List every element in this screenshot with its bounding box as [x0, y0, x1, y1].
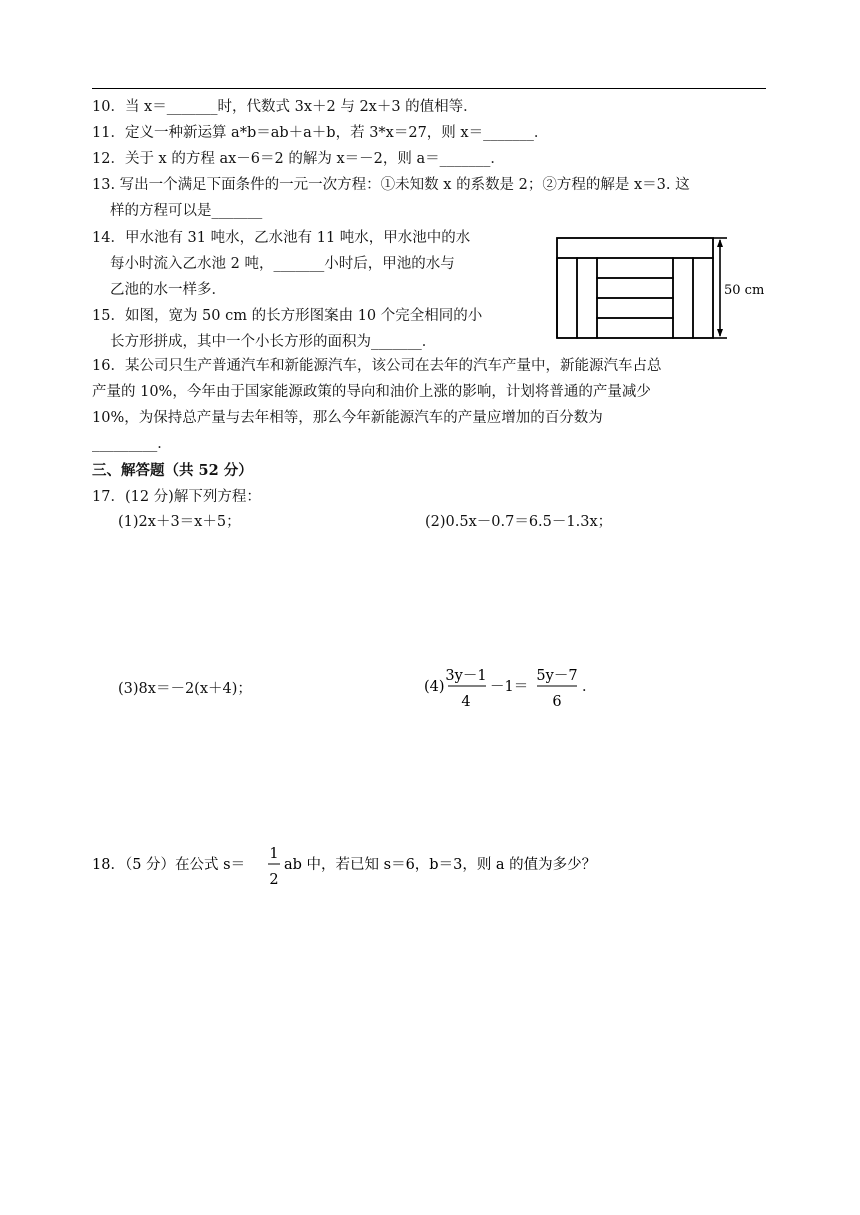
rectangle-pattern-figure [555, 236, 767, 344]
fraction2-denominator: 6 [552, 694, 562, 710]
question-17-part2: (2)0.5x－0.7＝6.5－1.3x； [425, 514, 613, 530]
question-17-part4 [420, 660, 620, 712]
small-rect-middle-2 [597, 278, 673, 298]
question-12: 12．关于 x 的方程 ax－6＝2 的解为 x＝－2，则 a＝_______． [92, 151, 505, 167]
part4-prefix: (4) [424, 679, 445, 695]
small-rect-right-2 [693, 258, 713, 338]
question-14-line2: 每小时流入乙水池 2 吨，_______小时后，甲池的水与 [110, 256, 455, 272]
section-3-heading: 三、解答题（共 52 分） [92, 462, 253, 479]
question-16-line2: 产量的 10%，今年由于国家能源政策的导向和油价上涨的影响，计划将普通的产量减少 [92, 384, 651, 400]
outer-rectangle [557, 238, 713, 338]
question-16-line4: _________． [92, 436, 172, 452]
question-15-line1: 15．如图，宽为 50 cm 的长方形图案由 10 个完全相同的小 [92, 308, 483, 324]
question-14-line1: 14．甲水池有 31 吨水，乙水池有 11 吨水，甲水池中的水 [92, 230, 471, 246]
question-16-line3: 10%，为保持总产量与去年相等，那么今年新能源汽车的产量应增加的百分数为 [92, 410, 603, 426]
small-rect-middle-1 [597, 258, 673, 278]
small-rect-middle-3 [597, 298, 673, 318]
question-18-prefix: 18．（5 分）在公式 s＝ [92, 857, 246, 873]
small-rect-right-1 [673, 258, 693, 338]
figure-dimension-label: 50 cm [724, 283, 765, 298]
small-rect-left-1 [557, 258, 577, 338]
question-11: 11．定义一种新运算 a*b＝ab＋a＋b，若 3*x＝27，则 x＝_______． [92, 125, 549, 141]
question-10: 10．当 x＝_______时，代数式 3x＋2 与 2x＋3 的值相等． [92, 99, 478, 115]
fraction2-numerator: 5y－7 [536, 668, 578, 684]
question-14-line3: 乙池的水一样多． [110, 282, 226, 298]
question-17-part3: (3)8x＝－2(x＋4)； [118, 681, 252, 697]
question-13-line2: 样的方程可以是_______ [110, 203, 263, 219]
header-rule [92, 88, 766, 89]
q18-fraction-numerator: 1 [269, 846, 279, 862]
small-rect-left-2 [577, 258, 597, 338]
top-strip [557, 238, 713, 258]
q18-fraction-denominator: 2 [269, 872, 279, 888]
question-16-line1: 16．某公司只生产普通汽车和新能源汽车，该公司在去年的汽车产量中，新能源汽车占总 [92, 358, 662, 374]
question-17-heading: 17．(12 分)解下列方程： [92, 489, 261, 505]
fraction1-numerator: 3y－1 [445, 668, 487, 684]
fraction1-denominator: 4 [461, 694, 471, 710]
question-15-line2: 长方形拼成，其中一个小长方形的面积为_______． [110, 334, 437, 350]
small-rect-middle-4 [597, 318, 673, 338]
part4-suffix: ． [582, 679, 597, 695]
question-17-part1: (1)2x＋3＝x＋5； [118, 514, 241, 530]
question-18-suffix: ab 中，若已知 s＝6，b＝3，则 a 的值为多少？ [284, 857, 597, 873]
question-13-line1: 13. 写出一个满足下面条件的一元一次方程：①未知数 x 的系数是 2；②方程的解是 x＝3. 这 [92, 177, 690, 193]
part4-middle: －1＝ [490, 679, 529, 695]
question-18 [88, 838, 688, 890]
